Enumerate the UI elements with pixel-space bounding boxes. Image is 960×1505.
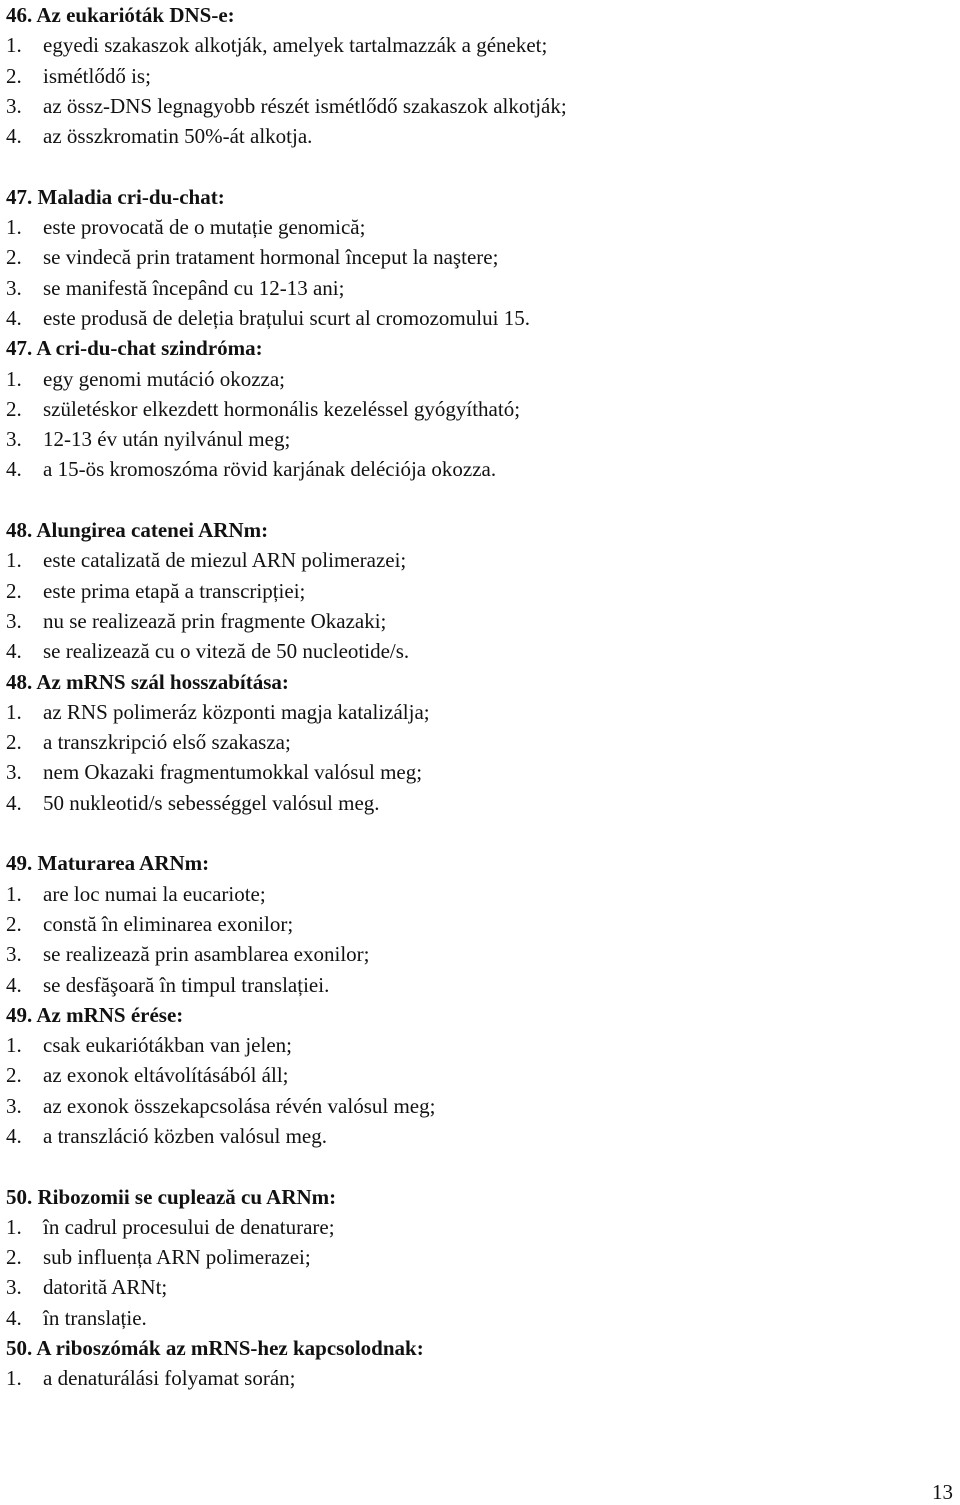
option-number: 3. (6, 760, 22, 785)
answer-option (6, 939, 946, 969)
option-number: 4. (6, 790, 22, 815)
answer-option (6, 727, 946, 757)
option-text: este prima etapă a transcripției; (43, 578, 306, 603)
question-title (6, 1000, 946, 1030)
option-text: egy genomi mutáció okozza; (43, 366, 286, 391)
question-number: 47. (6, 336, 33, 361)
option-text: a denaturálási folyamat során; (43, 1366, 296, 1391)
answer-option (6, 606, 946, 636)
question-number: 49. (6, 851, 33, 876)
question-title-text: Maladia cri-du-chat: (37, 184, 225, 209)
option-number: 3. (6, 93, 22, 118)
option-number: 4. (6, 1305, 22, 1330)
option-number: 4. (6, 639, 22, 664)
option-number: 2. (6, 1245, 22, 1270)
option-number: 1. (6, 1366, 22, 1391)
option-number: 2. (6, 63, 22, 88)
option-number: 4. (6, 1123, 22, 1148)
option-text: ismétlődő is; (43, 63, 151, 88)
answer-option (6, 303, 946, 333)
option-number: 2. (6, 730, 22, 755)
option-number: 1. (6, 1214, 22, 1239)
question-number: 49. (6, 1002, 33, 1027)
question-title-text: A cri-du-chat szindróma: (36, 336, 263, 361)
question-title (6, 515, 946, 545)
option-number: 1. (6, 33, 22, 58)
question-title-text: Maturarea ARNm: (37, 851, 210, 876)
option-number: 3. (6, 1275, 22, 1300)
option-text: se vindecă prin tratament hormonal început la naştere; (43, 245, 499, 270)
option-number: 4. (6, 305, 22, 330)
answer-option (6, 1060, 946, 1090)
question-block-50-hu (6, 1333, 946, 1394)
answer-option (6, 1091, 946, 1121)
answer-option (6, 91, 946, 121)
question-block-48-hu (6, 667, 946, 818)
question-title (6, 333, 946, 363)
question-number: 48. (6, 518, 33, 543)
question-title-text: Az eukarióták DNS-e: (36, 3, 235, 27)
option-text: este catalizată de miezul ARN polimerazei; (43, 548, 407, 573)
option-text: az össz-DNS legnagyobb részét ismétlődő szakaszok alkotják; (43, 93, 567, 118)
answer-option (6, 970, 946, 1000)
option-number: 2. (6, 911, 22, 936)
page-number: 13 (932, 1480, 953, 1504)
answer-option (6, 364, 946, 394)
option-number: 3. (6, 608, 22, 633)
question-title-text: Az mRNS érése: (36, 1002, 184, 1027)
answer-option (6, 757, 946, 787)
question-block-49-ro (6, 848, 946, 999)
option-text: az RNS polimeráz központi magja katalizálja; (43, 699, 430, 724)
question-number: 50. (6, 1184, 33, 1209)
option-number: 4. (6, 124, 22, 149)
option-number: 1. (6, 881, 22, 906)
answer-option (6, 576, 946, 606)
option-number: 1. (6, 548, 22, 573)
option-number: 3. (6, 427, 22, 452)
option-number: 3. (6, 942, 22, 967)
question-title-text: A riboszómák az mRNS-hez kapcsolodnak: (36, 1336, 424, 1361)
option-number: 3. (6, 275, 22, 300)
document-body (6, 0, 946, 1394)
option-number: 1. (6, 215, 22, 240)
answer-option (6, 424, 946, 454)
answer-option (6, 1030, 946, 1060)
answer-option (6, 697, 946, 727)
option-number: 2. (6, 578, 22, 603)
option-text: este provocată de o mutație genomică; (43, 215, 366, 240)
option-text: 50 nukleotid/s sebességgel valósul meg. (43, 790, 380, 815)
answer-option (6, 636, 946, 666)
option-text: sub influența ARN polimerazei; (43, 1245, 311, 1270)
question-number: 46. (6, 3, 33, 27)
answer-option (6, 394, 946, 424)
answer-option (6, 1363, 946, 1393)
question-title-text: Az mRNS szál hosszabítása: (36, 669, 289, 694)
answer-option (6, 879, 946, 909)
option-text: în cadrul procesului de denaturare; (43, 1214, 335, 1239)
option-text: este produsă de deleția brațului scurt al cromozomului 15. (43, 305, 530, 330)
answer-option (6, 121, 946, 151)
question-title-text: Alungirea catenei ARNm: (36, 518, 269, 543)
option-text: a 15-ös kromoszóma rövid karjának deléciója okozza. (43, 457, 497, 482)
question-title (6, 0, 946, 30)
option-text: se desfăşoară în timpul translației. (43, 972, 330, 997)
option-text: se realizează prin asamblarea exonilor; (43, 942, 370, 967)
option-number: 3. (6, 1093, 22, 1118)
question-block-49-hu (6, 1000, 946, 1151)
option-text: are loc numai la eucariote; (43, 881, 266, 906)
option-number: 2. (6, 396, 22, 421)
answer-option (6, 909, 946, 939)
question-block-47-ro (6, 182, 946, 333)
option-text: constă în eliminarea exonilor; (43, 911, 294, 936)
question-block-46-hu (6, 0, 946, 151)
option-text: se realizează cu o viteză de 50 nucleotide/s. (43, 639, 410, 664)
answer-option (6, 1212, 946, 1242)
answer-option (6, 1242, 946, 1272)
option-number: 1. (6, 699, 22, 724)
question-block-48-ro (6, 515, 946, 666)
option-text: az exonok eltávolításából áll; (43, 1063, 289, 1088)
answer-option (6, 212, 946, 242)
question-title (6, 1333, 946, 1363)
question-title (6, 182, 946, 212)
answer-option (6, 273, 946, 303)
answer-option (6, 61, 946, 91)
option-text: datorită ARNt; (43, 1275, 168, 1300)
answer-option (6, 1121, 946, 1151)
answer-option (6, 1303, 946, 1333)
question-title (6, 1182, 946, 1212)
option-number: 1. (6, 1033, 22, 1058)
question-title (6, 667, 946, 697)
option-number: 2. (6, 1063, 22, 1088)
question-number: 47. (6, 184, 33, 209)
question-title (6, 848, 946, 878)
option-number: 4. (6, 972, 22, 997)
option-text: az összkromatin 50%-át alkotja. (43, 124, 313, 149)
option-text: a transzkripció első szakasza; (43, 730, 291, 755)
option-text: egyedi szakaszok alkotják, amelyek tartalmazzák a géneket; (43, 33, 548, 58)
option-number: 1. (6, 366, 22, 391)
option-number: 4. (6, 457, 22, 482)
answer-option (6, 242, 946, 272)
question-block-47-hu (6, 333, 946, 484)
answer-option (6, 788, 946, 818)
answer-option (6, 454, 946, 484)
question-title-text: Ribozomii se cuplează cu ARNm: (37, 1184, 337, 1209)
option-text: az exonok összekapcsolása révén valósul meg; (43, 1093, 436, 1118)
answer-option (6, 30, 946, 60)
answer-option (6, 1272, 946, 1302)
option-text: csak eukariótákban van jelen; (43, 1033, 292, 1058)
option-text: în translație. (43, 1305, 147, 1330)
option-text: a transzláció közben valósul meg. (43, 1123, 327, 1148)
option-text: nem Okazaki fragmentumokkal valósul meg; (43, 760, 423, 785)
option-text: nu se realizează prin fragmente Okazaki; (43, 608, 387, 633)
option-number: 2. (6, 245, 22, 270)
question-number: 50. (6, 1336, 33, 1361)
answer-option (6, 545, 946, 575)
question-block-50-ro (6, 1182, 946, 1333)
option-text: se manifestă începând cu 12-13 ani; (43, 275, 345, 300)
option-text: 12-13 év után nyilvánul meg; (43, 427, 291, 452)
question-number: 48. (6, 669, 33, 694)
option-text: születéskor elkezdett hormonális kezeléssel gyógyítható; (43, 396, 521, 421)
